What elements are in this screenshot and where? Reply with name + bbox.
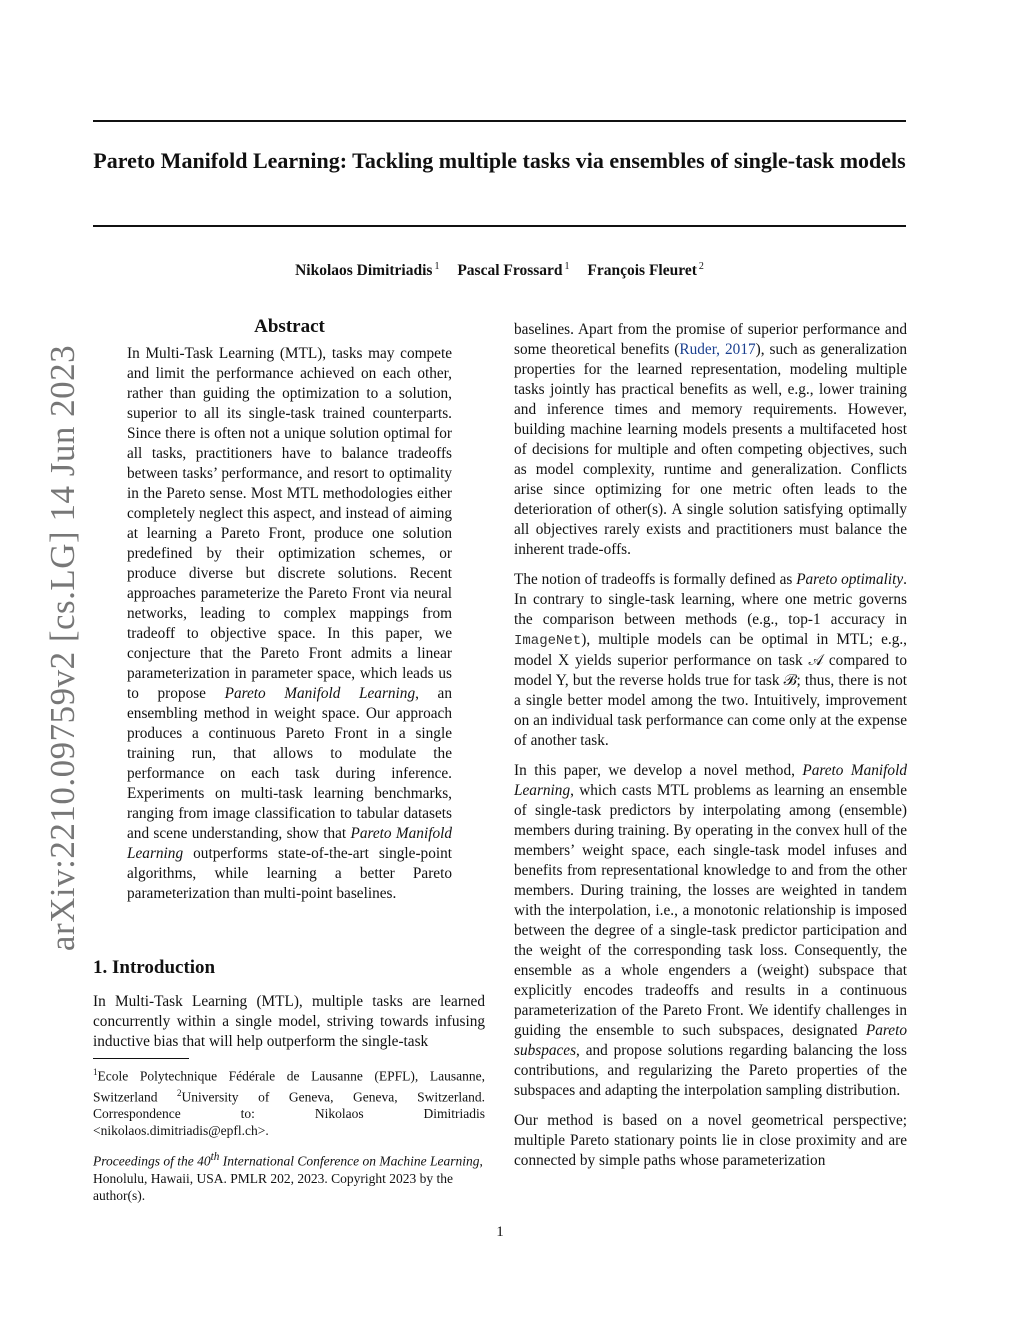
arxiv-identifier: arXiv:2210.09759v2 [cs.LG] 14 Jun 2023 — [43, 344, 82, 952]
paper-title: Pareto Manifold Learning: Tackling multiple tasks via ensembles of single-task models — [93, 148, 906, 173]
footnote-rule — [93, 1058, 189, 1059]
author: François Fleuret $^2$ — [587, 261, 704, 280]
author: Nikolaos Dimitriadis $^1$ — [295, 261, 440, 280]
right-column — [514, 320, 907, 1181]
title-top-rule — [93, 120, 906, 122]
paragraph: In this paper, we develop a novel method, Pareto Manifold Learning, which casts MTL problems as learning an ensemble of single-task predictors by interpolating among (ensemble) members during training. By operating in the convex hull of the members’ weight space, each single-task model infuses and benefits from representational knowledge to and from the other members. During training, the losses are weighted in tandem with the interpolation, i.e., a monotonic relationship is imposed between the degree of a single-task predictor participation and the weight of the corresponding task loss. Consequently, the ensemble as a whole engenders a (weight) subspace that explicitly encodes tradeoffs and results in a continuous parameterization of the Pareto Front. We identify challenges in guiding the ensemble to such subspaces, designated Pareto subspaces, and propose solutions regarding balancing the loss contributions, and regularizing the Pareto properties of the subspaces and adapting the interpolation sampling distribution. — [514, 762, 907, 1099]
paragraph: baselines. Apart from the promise of superior performance and some theoretical benefits (Ruder, 2017), such as generalization properties for the learned representation, modeling multiple tasks jointly has practical benefits as well, e.g., lower training and inference times and memory requirements. However, building machine learning models presents a multifaceted host of decisions for multiple and often competing objectives, such as model complexity, runtime and generalization. Conflicts arise since optimizing for one metric often leads to the deterioration of other(s). A single solution satisfying optimally all objectives rarely exists and practitioners must balance the inherent trade-offs. — [514, 321, 908, 558]
abstract-text: In Multi-Task Learning (MTL), tasks may compete and limit the performance achieved on each other, rather than guiding the optimization to a solution, superior to all its single-task trained counterparts. Since there is often not a unique solution optimal for all tasks, practitioners have to balance tradeoffs between tasks’ performance, and resort to optimality in the Pareto sense. Most MTL methodologies either completely neglect this aspect, and instead of aiming at learning a Pareto Front, produce one solution predefined by their optimization schemes, or produce diverse but discrete solutions. Recent approaches parameterize the Pareto Front via neural networks, leading to complex mappings from tradeoff to objective space. In this paper, we conjecture that the Pareto Front admits a linear parameterization in parameter space, which leads us to propose Pareto Manifold Learning, an ensembling method in weight space. Our approach produces a continuous Pareto Front in a single training run, that allows to modulate the performance on each task during inference. Experiments on multi-task learning benchmarks, ranging from image classification to tabular datasets and scene understanding, show that Pareto Manifold Learning outperforms state-of-the-art single-point algorithms, while learning a better Pareto parameterization than multi-point baselines. — [127, 345, 452, 902]
proceedings-note: Proceedings of the 40th International Conference on Machine Learning, Honolulu, Hawaii, USA. PMLR 202, 2023. Copyright 2023 by the author(s). — [93, 1151, 483, 1203]
citation-link[interactable]: Ruder, 2017 — [679, 341, 756, 358]
affiliation-footnote: $^1$Ecole Polytechnique Fédérale de Lausanne (EPFL), Lausanne, Switzerland $^2$University of Geneva, Geneva, Switzerland. Correspondence to: Nikolaos Dimitriadis <nikolaos.dimitriadis@epfl.ch>. — [93, 1067, 486, 1138]
introduction-heading: 1. Introduction — [93, 957, 216, 978]
author-list — [93, 261, 906, 280]
abstract-heading: Abstract — [254, 316, 325, 337]
paragraph: The notion of tradeoffs is formally defined as Pareto optimality. In contrary to single-task learning, where one metric governs the comparison between methods (e.g., top-1 accuracy in ImageNet), multiple models can be optimal in MTL; e.g., model X yields superior performance on task 𝒜 compared to model Y, but the reverse holds true for task ℬ; thus, there is not a single better model among the two. Intuitively, improvement on an individual task performance can come only at the expense of another task. — [514, 571, 907, 749]
title-bottom-rule — [93, 225, 906, 227]
page-number: 1 — [496, 1224, 504, 1240]
author: Pascal Frossard $^1$ — [457, 261, 570, 280]
introduction-text: In Multi-Task Learning (MTL), multiple tasks are learned concurrently within a single model, striving towards infusing inductive bias that will help outperform the single-task — [93, 993, 485, 1050]
paragraph: Our method is based on a novel geometrical perspective; multiple Pareto stationary points lie in close proximity and are connected by simple paths whose parameterization — [514, 1112, 907, 1169]
